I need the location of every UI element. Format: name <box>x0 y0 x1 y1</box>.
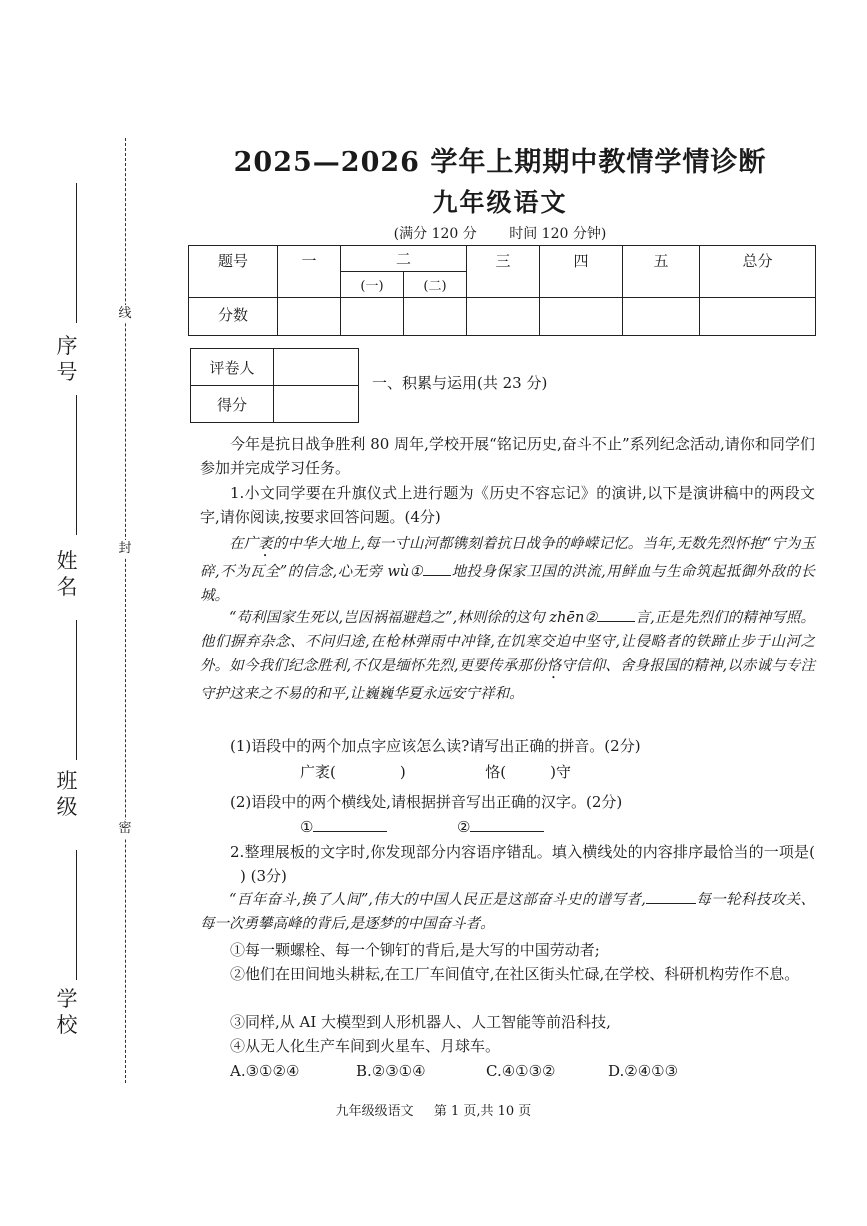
class-label: 班级 <box>56 769 78 819</box>
hanzi-answer-2-field[interactable] <box>470 817 544 832</box>
score-row-label: 分数 <box>189 298 278 336</box>
seat-number-label: 序号 <box>56 334 78 384</box>
q1-sub-2-answers <box>300 815 780 839</box>
binding-mark-line: 线 <box>116 305 134 323</box>
full-score: (满分 120 分 <box>393 226 477 242</box>
binding-dashed-line <box>125 138 126 1083</box>
q1-sub-1-answers <box>300 760 780 784</box>
dotted-char-1: 袤 <box>258 536 273 552</box>
col-header-1: 一 <box>278 246 341 298</box>
blank-1[interactable] <box>423 561 451 576</box>
section-score-cell[interactable] <box>274 386 359 423</box>
intro-paragraph: 今年是抗日战争胜利 80 周年,学校开展“铭记历史,奋斗不止”系列纪念活动,请你和同学们参加并完成学习任务。 <box>200 435 815 477</box>
dotted-char-2: 恪 <box>546 658 562 674</box>
class-field[interactable] <box>76 620 77 760</box>
exam-subtitle: 九年级语文 <box>432 188 568 217</box>
score-cell-1[interactable] <box>278 298 341 336</box>
binding-mark-seal: 封 <box>116 540 134 558</box>
q2-quote <box>200 888 815 936</box>
col-header-2: 二 <box>341 246 467 272</box>
q1-stem: 1.小文同学要在升旗仪式上进行题为《历史不容忘记》的演讲,以下是演讲稿中的两段文字,请你阅读,按要求回答问题。(4分) <box>200 484 815 526</box>
option-c[interactable]: C.④①③② <box>486 1062 556 1080</box>
q1-sub-2: (2)语段中的两个横线处,请根据拼音写出正确的汉字。(2分) <box>230 793 623 811</box>
score-cell-total[interactable] <box>700 298 816 336</box>
score-table <box>188 245 816 336</box>
exam-title: 2025—2026 学年上期期中教情学情诊断 <box>233 147 767 178</box>
q2-options <box>230 1059 830 1083</box>
score-cell-3[interactable] <box>467 298 540 336</box>
option-a[interactable]: A.③①②④ <box>230 1062 300 1080</box>
q2-blank <box>646 889 696 904</box>
score-cell-5[interactable] <box>623 298 700 336</box>
hanzi-answer-1-label: ① <box>300 818 314 836</box>
q1-passage-2 <box>200 606 815 706</box>
passage-1-text-b: 的中华大地上,每一寸山河都镌刻着抗日战争的峥嵘记忆。当年,无数先烈怀抱“宁为玉碎,不为瓦全”的信念,心无旁 wù① <box>200 536 816 580</box>
col-header-5: 五 <box>623 246 700 298</box>
q2-item-1: ①每一颗螺栓、每一个铆钉的背后,是大写的中国劳动者; <box>230 941 600 959</box>
hanzi-answer-1-field[interactable] <box>313 817 387 832</box>
answer-2-close: )守 <box>550 763 571 781</box>
q2-item-3: ③同样,从 AI 大模型到人形机器人、人工智能等前沿科技, <box>230 1013 611 1031</box>
seat-number-field[interactable] <box>76 183 77 323</box>
q2-quote-b: 每一轮科技攻关、每一次勇攀高峰的背后,是逐梦的中国奋斗者。 <box>200 892 816 932</box>
answer-1-label: 广袤( <box>300 763 336 781</box>
col-header-total: 总分 <box>700 246 816 298</box>
q2-item-2: ②他们在田间地头耕耘,在工厂车间值守,在社区街头忙碌,在学校、科研机构劳作不息。 <box>230 965 800 983</box>
passage-1-text-a: 在广 <box>229 536 259 552</box>
passage-2-text-a: “苟利国家生死以,岂因祸福避趋之”,林则徐的这句 zhēn② <box>229 610 598 626</box>
q2-stem <box>200 840 815 888</box>
question-number-label: 题号 <box>189 246 278 298</box>
passage-2-text-c: 守信仰、舍身报国的精神,以赤诚与专注守护这来之不易的和平,让巍巍华夏永远安宁祥和。 <box>200 658 816 702</box>
answer-1-close: ) <box>399 763 406 781</box>
col-header-2-1: (一) <box>341 272 404 298</box>
col-header-4: 四 <box>540 246 623 298</box>
section-score-label: 得分 <box>191 386 274 423</box>
hanzi-answer-2-label: ② <box>457 818 471 836</box>
exam-time: 时间 120 分钟) <box>509 226 607 242</box>
reviewer-cell[interactable] <box>274 349 359 386</box>
grader-box <box>190 348 359 423</box>
blank-2[interactable] <box>597 607 635 622</box>
section-title: 一、积累与运用(共 23 分) <box>372 374 548 392</box>
binding-mark-secret: 密 <box>116 820 134 838</box>
q2-stem-text: 2.整理展板的文字时,你发现部分内容语序错乱。填入横线处的内容排序最恰当的一项是( <box>230 843 815 861</box>
reviewer-label: 评卷人 <box>191 349 274 386</box>
student-name-label: 姓名 <box>56 549 78 599</box>
footer-page-number: 第 1 页,共 10 页 <box>433 1104 532 1119</box>
student-name-field[interactable] <box>76 395 77 535</box>
page-footer <box>0 1100 867 1119</box>
col-header-3: 三 <box>467 246 540 298</box>
q2-stem-end: ) (3分) <box>240 867 287 885</box>
footer-subject: 九年级级语文 <box>335 1104 414 1119</box>
school-label: 学校 <box>56 987 78 1037</box>
passage-1-text-c: 地投身保家卫国的洪流,用鲜血与生命筑起抵御外敌的长城。 <box>200 564 815 604</box>
q2-quote-a: “百年奋斗,换了人间”,伟大的中国人民正是这部奋斗史的谱写者, <box>229 892 646 908</box>
exam-meta <box>150 223 850 243</box>
answer-2-label: 恪( <box>485 763 507 781</box>
q1-sub-1: (1)语段中的两个加点字应该怎么读?请写出正确的拼音。(2分) <box>230 737 641 755</box>
score-cell-2-1[interactable] <box>341 298 404 336</box>
q1-passage-1 <box>200 532 815 608</box>
option-d[interactable]: D.②④①③ <box>608 1062 679 1080</box>
score-cell-2-2[interactable] <box>404 298 467 336</box>
option-b[interactable]: B.②③①④ <box>356 1062 426 1080</box>
passage-2-text-b: 言,正是先烈们的精神写照。他们摒弃杂念、不问归途,在枪林弹雨中冲锋,在饥寒交迫中坚守,让侵略者的铁蹄止步于山河之外。如今我们纪念胜利,不仅是缅怀先烈,更要传承那份 <box>200 610 815 674</box>
score-cell-4[interactable] <box>540 298 623 336</box>
school-field[interactable] <box>76 850 77 980</box>
col-header-2-2: (二) <box>404 272 467 298</box>
q2-item-4: ④从无人化生产车间到火星车、月球车。 <box>230 1037 501 1055</box>
